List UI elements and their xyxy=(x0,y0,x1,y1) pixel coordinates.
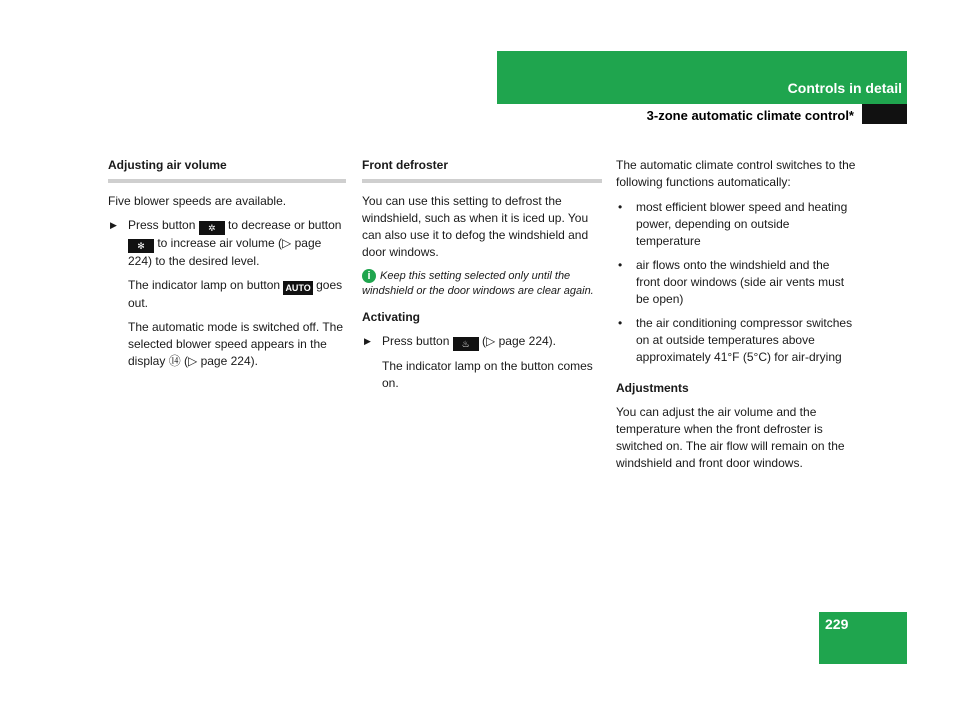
auto-button-icon: AUTO xyxy=(285,283,311,293)
column-adjusting-air-volume xyxy=(108,157,346,377)
step-text: Press button xyxy=(382,334,453,348)
list-item-text: most efficient blower speed and heating power, depending on outside temperature xyxy=(636,200,848,248)
header-tab-marker xyxy=(862,104,907,124)
list-item xyxy=(616,315,856,366)
step-text: to decrease or button xyxy=(224,218,342,232)
paragraph: Five blower speeds are available. xyxy=(108,194,287,208)
paragraph-text: goes out. xyxy=(128,278,343,310)
paragraph xyxy=(108,277,346,312)
step-text: (▷ page 224). xyxy=(478,334,556,348)
heading-front-defroster: Front defroster xyxy=(362,157,602,183)
bullet-icon: • xyxy=(618,258,623,272)
fan-increase-button-icon: ✻ xyxy=(128,239,154,253)
subheading-adjustments: Adjustments xyxy=(616,381,689,395)
info-icon: i xyxy=(362,269,376,283)
header-banner xyxy=(497,51,907,104)
heading-adjusting-air-volume: Adjusting air volume xyxy=(108,157,346,183)
bullet-icon: • xyxy=(618,316,623,330)
paragraph: The automatic mode is switched off. The selected blower speed appears in the display ⑭ (▷ page 224). xyxy=(128,320,343,368)
subheading-activating: Activating xyxy=(362,310,421,324)
note-text: Keep this setting selected only until the windshield or the door windows are clear again. xyxy=(362,270,594,297)
list-item xyxy=(616,257,856,308)
column-front-defroster xyxy=(362,157,602,399)
arrow-icon: ▶ xyxy=(364,336,371,346)
column-automatic-functions xyxy=(616,157,856,479)
section-title: Controls in detail xyxy=(787,80,902,96)
page-number: 229 xyxy=(825,616,849,632)
step-text: to increase air volume (▷ page 224) to the desired level. xyxy=(128,236,322,268)
list-item-text: air flows onto the windshield and the front door windows (side air vents must be open) xyxy=(636,258,845,306)
defroster-button-icon: ♨ xyxy=(453,337,479,351)
info-note xyxy=(362,269,602,299)
arrow-icon: ▶ xyxy=(110,220,117,230)
fan-decrease-button-icon: ✲ xyxy=(199,221,225,235)
bullet-icon: • xyxy=(618,200,623,214)
list-item-text: the air conditioning compressor switches on at outside temperatures above approximately 41°F (5°C) for air-drying xyxy=(636,316,853,364)
paragraph: You can adjust the air volume and the temperature when the front defroster is switched on. The air flow will remain on the windshield and front door windows. xyxy=(616,405,845,470)
paragraph: The automatic climate control switches to the following functions automatically: xyxy=(616,158,856,189)
instruction-step xyxy=(362,333,602,351)
list-item xyxy=(616,199,856,250)
step-text: Press button xyxy=(128,218,199,232)
instruction-step xyxy=(108,217,346,270)
subsection-title: 3-zone automatic climate control* xyxy=(646,108,854,123)
paragraph: You can use this setting to defrost the windshield, such as when it is iced up. You can also use it to defog the windshield and door windows. xyxy=(362,194,589,259)
paragraph: The indicator lamp on the button comes on. xyxy=(382,359,593,390)
paragraph-text: The indicator lamp on button xyxy=(128,278,284,292)
